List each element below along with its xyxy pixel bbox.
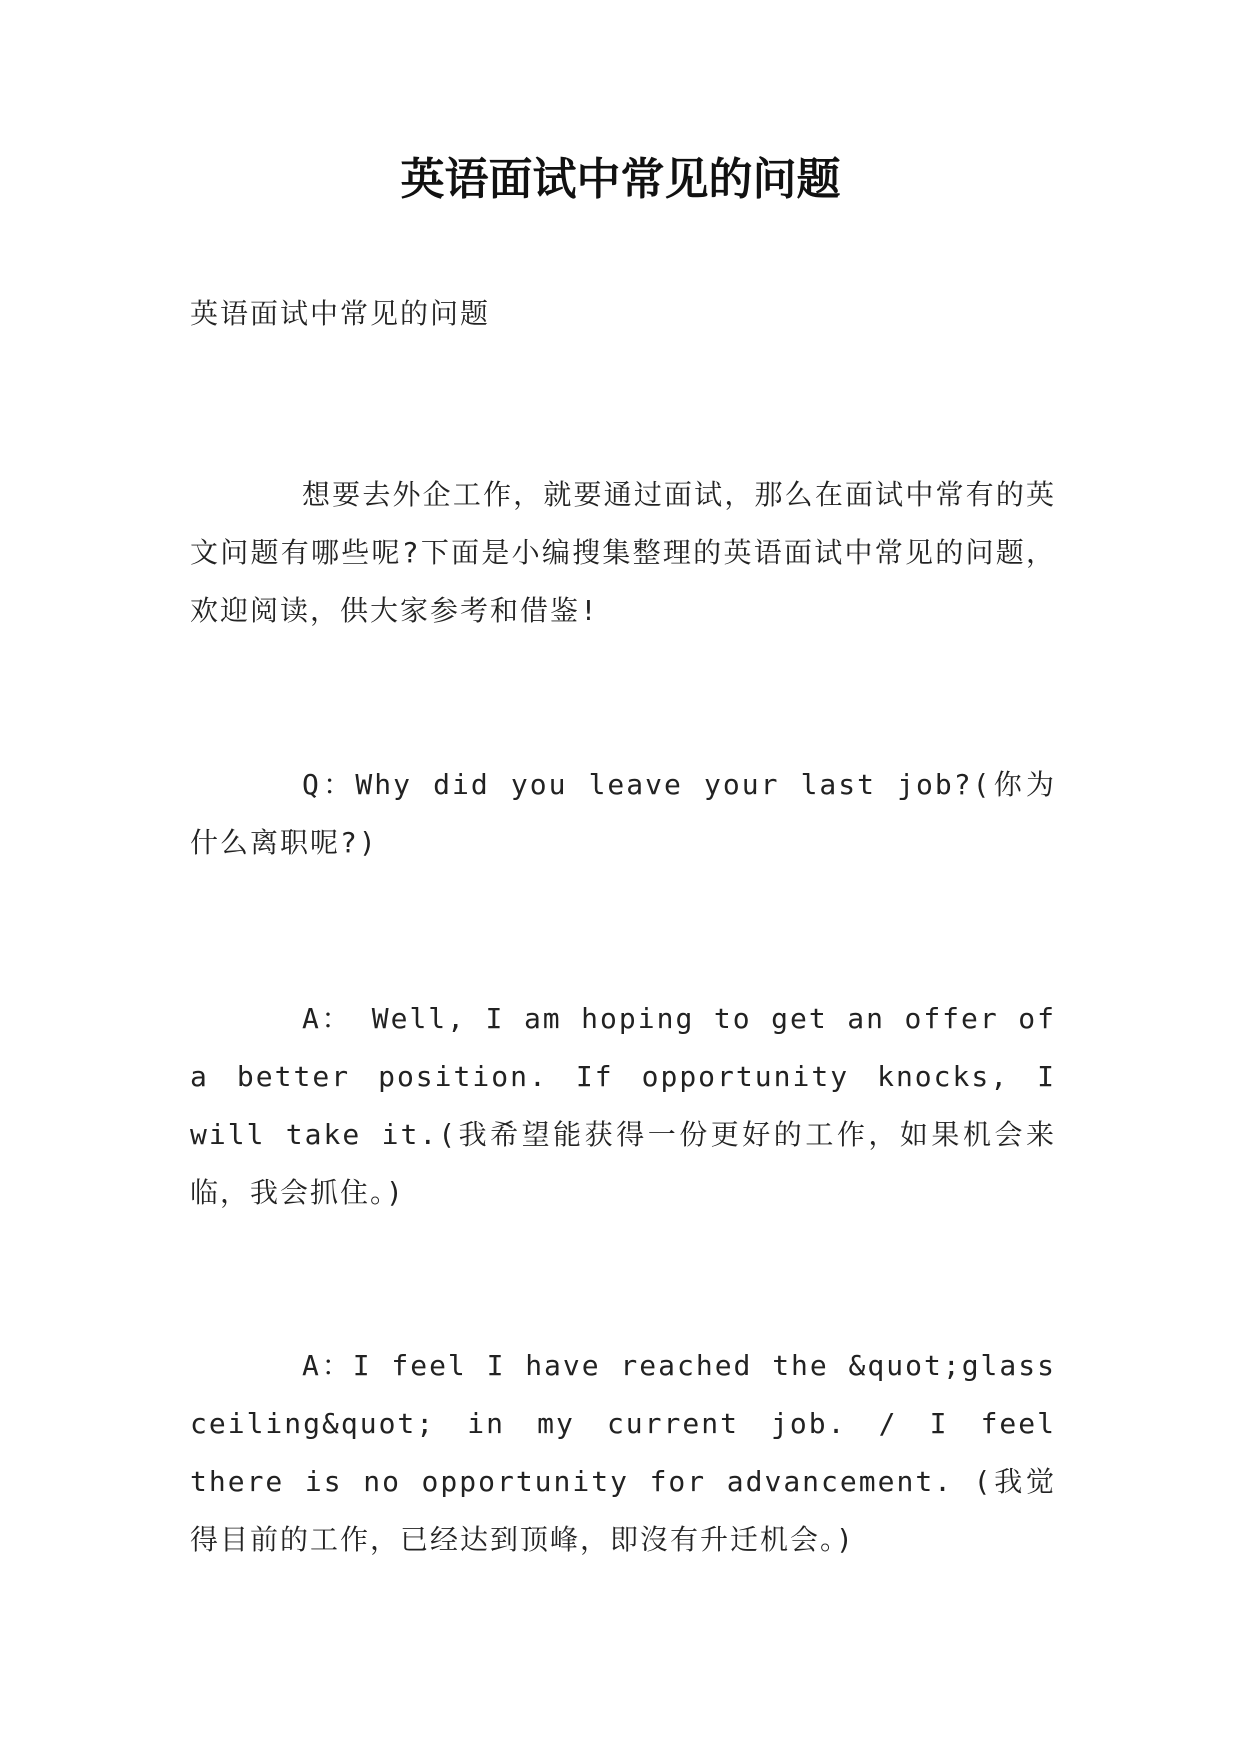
document-title: 英语面试中常见的问题 [400,154,841,205]
intro-paragraph: 想要去外企工作，就要通过面试，那么在面试中常有的英文问题有哪些呢?下面是小编搜集整理的英语面试中常见的问题，欢迎阅读，供大家参考和借鉴! [190,478,1056,627]
answer-paragraph-2: A：I feel I have reached the &quot;glass ceiling&quot; in my current job. / I feel there is no opportunity for advancement. (我觉得目前的工作，已经达到顶峰，即沒有升迁机会。) [190,1349,1056,1556]
answer-paragraph-1: A： Well, I am hoping to get an offer of a better position. If opportunity knocks, I will take it.(我希望能获得一份更好的工作，如果机会来临，我会抓住。) [190,1002,1056,1209]
question-paragraph: Q：Why did you leave your last job?(你为什么离职呢?) [190,768,1056,859]
subtitle-paragraph: 英语面试中常见的问题 [190,297,491,330]
